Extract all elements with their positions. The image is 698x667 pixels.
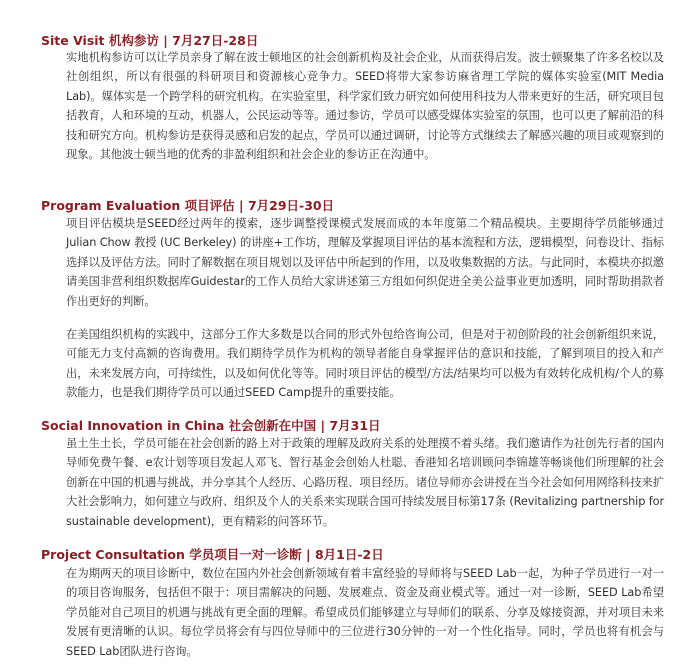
- section-heading: Program Evaluation 项目评估 | 7月29日-30日: [41, 198, 335, 213]
- section-paragraph: 实地机构参访可以让学员亲身了解在波士顿地区的社会创新机构及社会企业，从而获得启发。波士顿聚集了许多名校以及社创组织，所以有很强的科研项目和资源核心竞争力。SEED将带大家参访麻省理工学院的媒体实验室(MIT Media Lab)。媒体实是一个跨学科的研究机构。在实验室里，科学家们致力研究如何使用科技为人带来更好的生活，研究项目包括教育，人和环境的互动，机器人，公民运动等等。通过参访，学员可以感受媒体实验室的氛围，也可以更了解前沿的科技和研究方向。机构参访是获得灵感和启发的起点，学员可以通过调研，讨论等方式继续去了解感兴趣的项目或观察到的现象。其他波士顿当地的优秀的非盈利组织和社会企业的参访正在沟通中。: [66, 51, 664, 162]
- section-paragraph: 在为期两天的项目诊断中，数位在国内外社会创新领域有着丰富经验的导师将与SEED Lab一起，为种子学员进行一对一的项目咨询服务，包括但不限于：项目需解决的问题、发展难点、资金及商业模式等。通过一对一诊断，SEED Lab希望学员能对自己项目的机遇与挑战有更全面的理解。希望成员们能够建立与导师们的联系、分享及嫁接资源，并对项目未来发展有更清晰的认识。每位学员将会有与四位导师中的三位进行30分钟的一对一个性化指导。同时，学员也将有机会与SEED Lab团队进行咨询。: [66, 567, 664, 658]
- section-paragraph: 在美国组织机构的实践中，这部分工作大多数是以合同的形式外包给咨询公司，但是对于初创阶段的社会创新组织来说，可能无力支付高额的咨询费用。我们期待学员作为机构的领导者能自身掌握评估的意识和技能，了解到项目的投入和产出，未来发展方向，可持续性，以及如何优化等等。同时项目评估的模型/方法/结果均可以极为有效转化成机构/个人的募款能力，也是我们期待学员可以通过SEED Camp提升的重要技能。: [66, 328, 664, 400]
- section-paragraph: 虽土生土长，学员可能在社会创新的路上对于政策的理解及政府关系的处理摸不着头绪。我们邀请作为社创先行者的国内导师免费午餐、e农计划等项目发起人邓飞、智行基金会创始人杜聪、香港知名培训顾问李锦雄等畅谈他们所理解的社会创新在中国的机遇与挑战，并分享其个人经历、心路历程、项目经历。诸位导师亦会讲授在当今社会如何用网络科技来扩大社会影响力，如何建立与政府、组织及个人的关系来实现联合国可持续发展目标第17条 (Revitalizing partnership for sustainable development)，更有精彩的问答环节。: [66, 437, 664, 528]
- section-heading: Social Innovation in China 社会创新在中国 | 7月31日: [41, 418, 381, 433]
- section-paragraph: 项目评估模块是SEED经过两年的摸索，逐步调整授课模式发展而成的本年度第二个精品模块。主要期待学员能够通过Julian Chow 教授 (UC Berkeley) 的讲座+工作坊，理解及掌握项目评估的基本流程和方法，逻辑模型，问卷设计、指标选择以及评估方法。同时了解数据在项目规划以及评估中所起到的作用，以及收集数据的方法。与此同时，本模块亦拟邀请美国非营利组织数据库Guidestar的工作人员给大家讲述第三方组如何织促进全美公益事业更加透明，同时帮助捐款者作出更好的判断。: [66, 217, 664, 308]
- section-heading: Site Visit 机构参访 | 7月27日-28日: [41, 33, 259, 48]
- section-heading: Project Consultation 学员项目一对一诊断 | 8月1日-2日: [41, 547, 384, 562]
